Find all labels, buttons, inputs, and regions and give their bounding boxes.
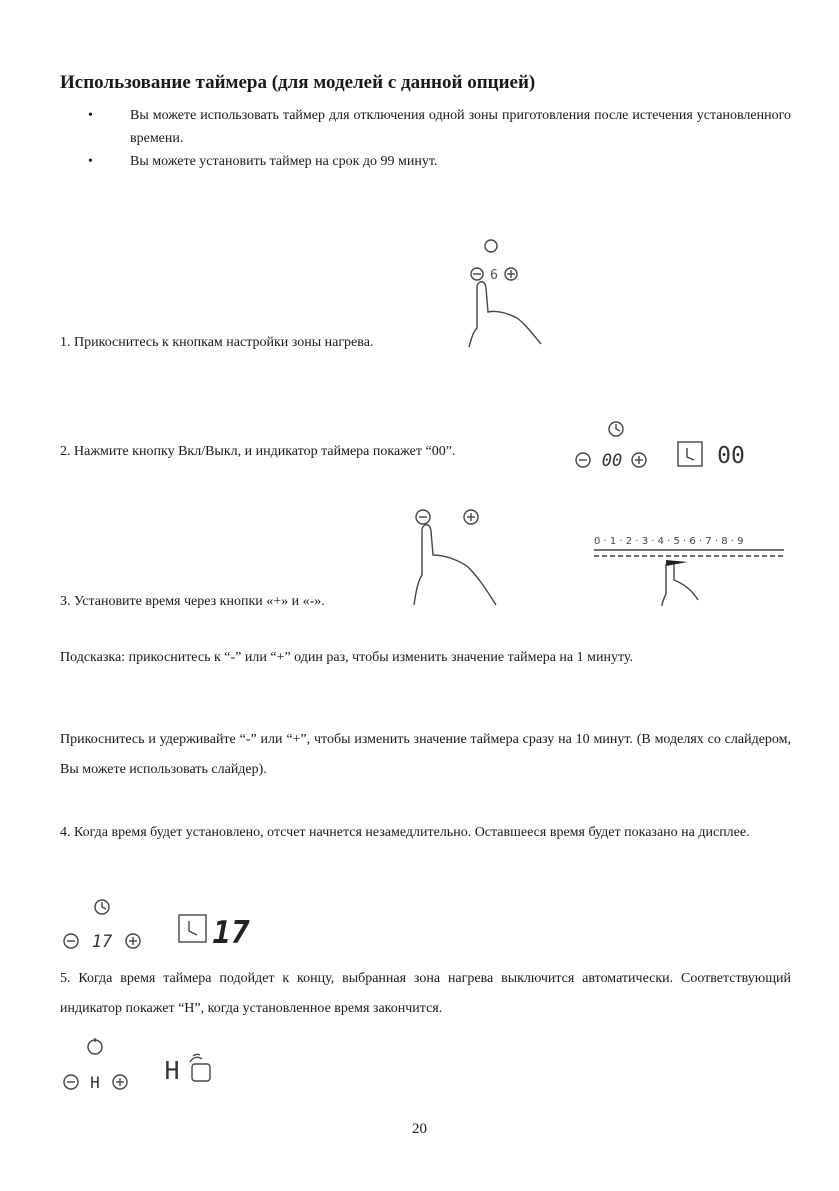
- zone-level-digit: 6: [490, 268, 498, 283]
- step-4: 4. Когда время будет установлено, отсчет начнется незамедлительно. Оставшееся время будет показано на дисплее.: [60, 825, 750, 840]
- end-symbol-big: H: [164, 1056, 180, 1085]
- step-1: 1. Прикоснитесь к кнопкам настройки зоны нагрева.: [60, 335, 374, 350]
- slider-scale: 0 · 1 · 2 · 3 · 4 · 5 · 6 · 7 · 8 · 9: [594, 536, 744, 547]
- clock-box-icon: [179, 915, 206, 942]
- bullet-item: • Вы можете установить таймер на срок до 99 минут.: [88, 150, 791, 173]
- timer-display-17: [177, 911, 257, 951]
- bullet-list: [88, 104, 791, 173]
- clock-box-icon: [678, 442, 702, 466]
- step-3: 3. Установите время через кнопки «+» и «-».: [60, 594, 325, 609]
- timer-digits: 00: [601, 451, 623, 471]
- step-5: 5. Когда время таймера подойдет к концу, выбранная зона нагрева выключится автоматически. Соответствующий индикатор покажет “H”, когда установленное время закончится.: [60, 971, 791, 1016]
- end-indicator-panel: [58, 1033, 138, 1098]
- slider-arrow-icon: [666, 560, 688, 566]
- page-number: 20: [412, 1121, 427, 1137]
- timer-panel-00: [568, 418, 668, 478]
- slider-illustration: [592, 532, 787, 607]
- timer-display-00: [676, 440, 756, 470]
- bullet-item: • Вы можете использовать таймер для отключения одной зоны приготовления после истечения установленного времени.: [88, 104, 791, 150]
- power-icon: [88, 1040, 102, 1054]
- page-title: Использование таймера (для моделей с данной опцией): [60, 72, 536, 93]
- step-2: 2. Нажмите кнопку Вкл/Выкл, и индикатор таймера покажет “00”.: [60, 444, 456, 459]
- hint-single-touch: Подсказка: прикоснитесь к “-” или “+” один раз, чтобы изменить значение таймера на 1 минуту.: [60, 650, 633, 665]
- timer-digits: 17: [91, 932, 113, 952]
- end-symbol: H: [90, 1073, 100, 1092]
- adjust-time-illustration: [408, 505, 508, 610]
- timer-big-digits: 00: [717, 443, 745, 469]
- end-indicator-display: [160, 1052, 220, 1087]
- hint-hold-touch: Прикоснитесь и удерживайте “-” или “+”, чтобы изменить значение таймера сразу на 10 минут. (В моделях со слайдером, Вы можете использовать слайдер).: [60, 732, 791, 777]
- timer-big-digits: 17: [212, 915, 250, 951]
- pot-icon: [192, 1064, 210, 1081]
- timer-panel-17: [58, 893, 158, 958]
- touch-zone-illustration: [455, 232, 555, 352]
